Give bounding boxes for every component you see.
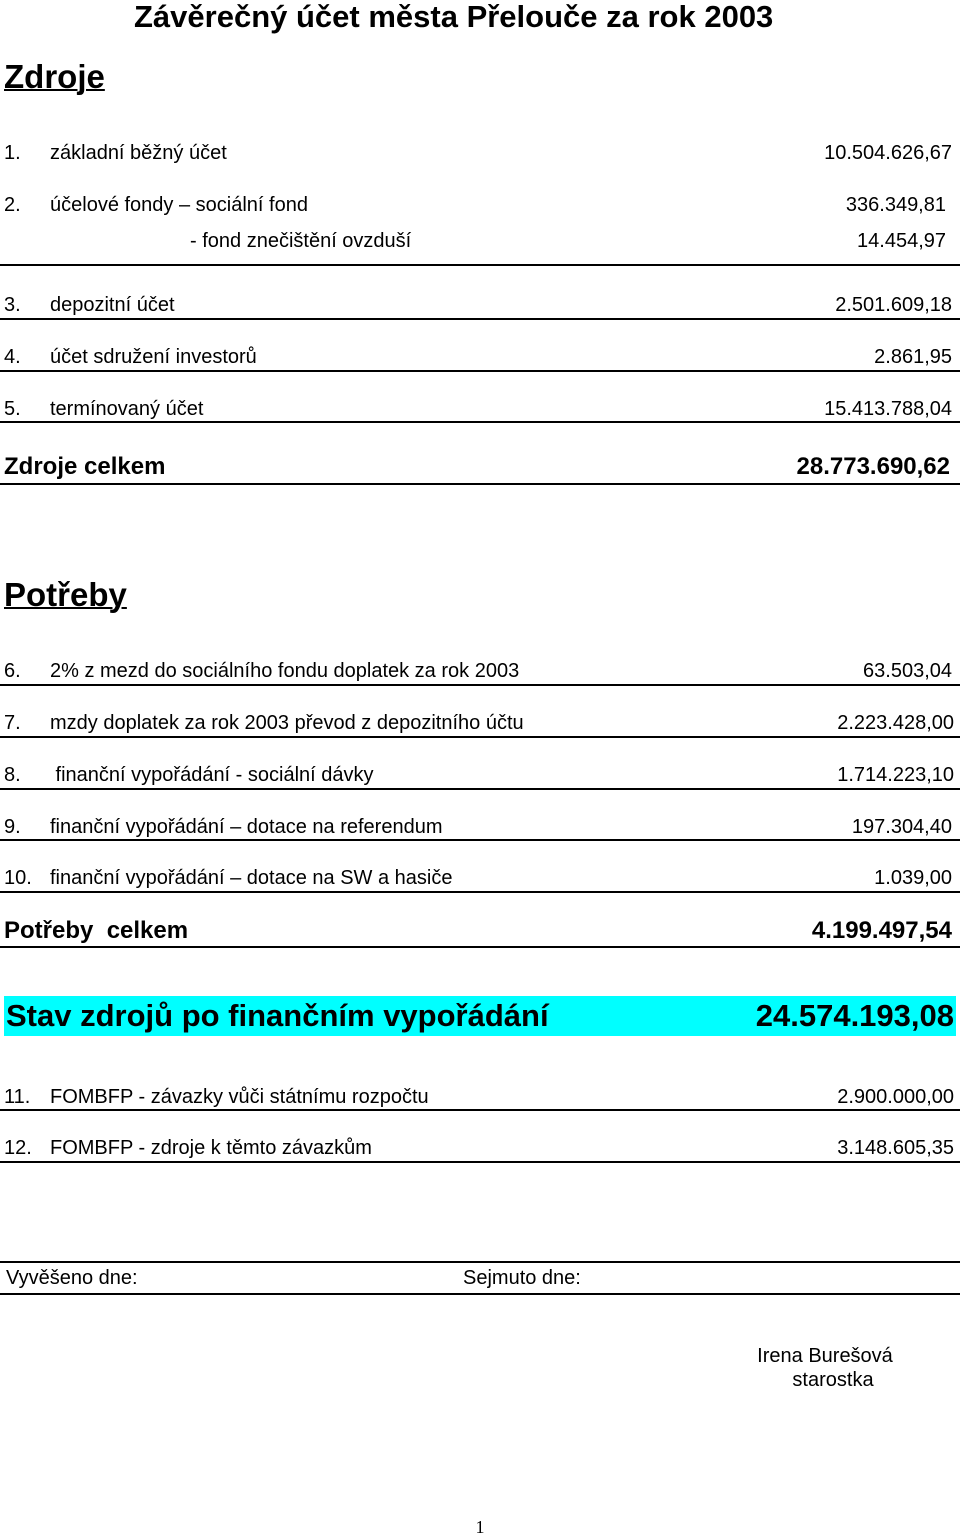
row-amount: 2.900.000,00 bbox=[837, 1086, 954, 1108]
row-amount: 14.454,97 bbox=[857, 230, 946, 252]
row-number: 3. bbox=[4, 294, 21, 316]
document-title: Závěrečný účet města Přelouče za rok 2003 bbox=[134, 0, 774, 34]
row-number: 10. bbox=[4, 867, 32, 889]
total-amount: 28.773.690,62 bbox=[796, 453, 950, 480]
posted-date-label: Vyvěšeno dne: bbox=[6, 1267, 138, 1289]
removed-date-label: Sejmuto dne: bbox=[463, 1267, 581, 1289]
row-label: finanční vypořádání – dotace na SW a hasiče bbox=[50, 867, 453, 889]
row-number: 1. bbox=[4, 142, 21, 164]
row-label: mzdy doplatek za rok 2003 převod z depozitního účtu bbox=[50, 712, 524, 734]
section-heading-zdroje: Zdroje bbox=[4, 58, 105, 95]
row-number: 9. bbox=[4, 816, 21, 838]
row-amount: 2.223.428,00 bbox=[837, 712, 954, 734]
row-amount: 63.503,04 bbox=[863, 660, 952, 682]
row-label: 2% z mezd do sociálního fondu doplatek za rok 2003 bbox=[50, 660, 520, 682]
row-divider bbox=[0, 483, 960, 485]
total-label: Zdroje celkem bbox=[4, 453, 166, 480]
row-label: FOMBFP - zdroje k těmto závazkům bbox=[50, 1137, 372, 1159]
row-label: finanční vypořádání - sociální dávky bbox=[50, 764, 374, 786]
total-amount: 4.199.497,54 bbox=[811, 917, 952, 944]
row-number: 7. bbox=[4, 712, 21, 734]
result-label: Stav zdrojů po finančním vypořádání bbox=[6, 998, 549, 1033]
row-divider bbox=[0, 736, 960, 738]
row-amount: 197.304,40 bbox=[851, 816, 952, 838]
row-label: FOMBFP - závazky vůči státnímu rozpočtu bbox=[50, 1086, 429, 1108]
total-label: Potřeby celkem bbox=[4, 917, 189, 944]
row-amount: 336.349,81 bbox=[845, 194, 946, 216]
row-amount: 15.413.788,04 bbox=[824, 398, 952, 420]
page-number: 1 bbox=[475, 1517, 485, 1537]
row-divider bbox=[0, 264, 960, 266]
row-divider bbox=[0, 946, 960, 948]
row-divider bbox=[0, 839, 960, 841]
row-label: základní běžný účet bbox=[50, 142, 227, 164]
row-amount: 2.861,95 bbox=[874, 346, 952, 368]
row-number: 2. bbox=[4, 194, 21, 216]
row-amount: 10.504.626,67 bbox=[824, 142, 952, 164]
row-label: finanční vypořádání – dotace na referendum bbox=[50, 816, 443, 838]
row-divider bbox=[0, 684, 960, 686]
row-label: termínovaný účet bbox=[50, 398, 204, 420]
row-number: 4. bbox=[4, 346, 21, 368]
row-label: účelové fondy – sociální fond bbox=[50, 194, 308, 216]
section-heading-potreby: Potřeby bbox=[4, 576, 127, 613]
row-divider bbox=[0, 318, 960, 320]
row-amount: 1.039,00 bbox=[874, 867, 952, 889]
result-amount: 24.574.193,08 bbox=[755, 998, 954, 1033]
row-label: - fond znečištění ovzduší bbox=[190, 230, 412, 252]
row-amount: 1.714.223,10 bbox=[837, 764, 954, 786]
row-divider bbox=[0, 1161, 960, 1163]
row-label: účet sdružení investorů bbox=[50, 346, 257, 368]
row-label: depozitní účet bbox=[50, 294, 175, 316]
row-number: 12. bbox=[4, 1137, 32, 1159]
row-divider bbox=[0, 788, 960, 790]
row-divider bbox=[0, 1109, 960, 1111]
signer-role: starostka bbox=[792, 1369, 874, 1391]
footer-divider-top bbox=[0, 1261, 960, 1263]
row-amount: 3.148.605,35 bbox=[837, 1137, 954, 1159]
row-number: 6. bbox=[4, 660, 21, 682]
row-number: 5. bbox=[4, 398, 21, 420]
row-number: 11. bbox=[4, 1086, 31, 1108]
row-number: 8. bbox=[4, 764, 21, 786]
row-divider bbox=[0, 370, 960, 372]
row-amount: 2.501.609,18 bbox=[835, 294, 952, 316]
row-divider bbox=[0, 891, 960, 893]
footer-divider-bottom bbox=[0, 1293, 960, 1295]
signer-name: Irena Burešová bbox=[757, 1345, 893, 1367]
row-divider bbox=[0, 421, 960, 423]
